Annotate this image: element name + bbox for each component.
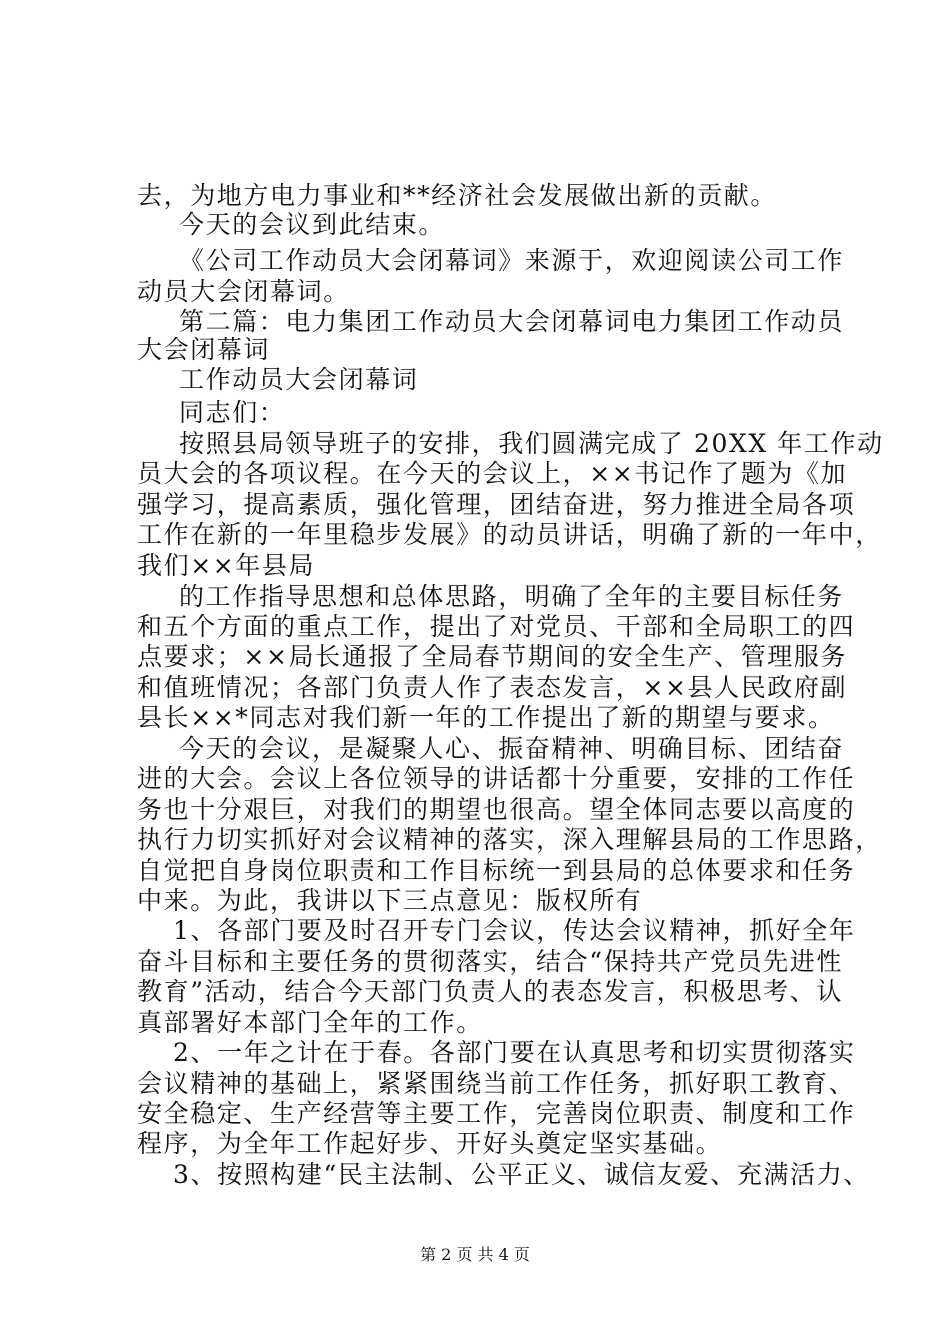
text-line: 真部署好本部门全年的工作。 xyxy=(137,1008,483,1037)
text-line: 3、按照构建“民主法制、公平正义、诚信友爱、充满活力、 xyxy=(173,1160,870,1189)
text-line: 教育”活动，结合今天部门负责人的表态发言，积极思考、认 xyxy=(137,977,843,1006)
text-line: 和五个方面的重点工作，提出了对党员、干部和全局职工的四 xyxy=(137,612,856,641)
text-line: 员大会的各项议程。在今天的会议上，××书记作了题为《加 xyxy=(137,459,848,488)
text-line: 强学习，提高素质，强化管理，团结奋进，努力推进全局各项 xyxy=(137,490,856,519)
text-line: 今天的会议到此结束。 xyxy=(179,210,446,239)
text-line: 和值班情况；各部门负责人作了表态发言，××县人民政府副 xyxy=(137,673,848,702)
text-line: 的工作指导思想和总体思路，明确了全年的主要目标任务 xyxy=(179,582,845,611)
text-line: 同志们： xyxy=(179,398,286,427)
text-line: 务也十分艰巨，对我们的期望也很高。望全体同志要以高度的 xyxy=(137,795,856,824)
text-line: 《公司工作动员大会闭幕词》来源于，欢迎阅读公司工作 xyxy=(179,246,845,275)
text-line: 县长××*同志对我们新一年的工作提出了新的期望与要求。 xyxy=(137,703,835,732)
text-line: 去，为地方电力事业和**经济社会发展做出新的贡献。 xyxy=(137,181,778,210)
text-line: 大会闭幕词 xyxy=(137,335,271,364)
text-line: 工作在新的一年里稳步发展》的动员讲话，明确了新的一年中， xyxy=(137,520,882,549)
text-line: 动员大会闭幕词。 xyxy=(137,277,350,306)
text-line: 自觉把自身岗位职责和工作目标统一到县局的总体要求和任务 xyxy=(137,856,856,885)
text-line: 执行力切实抓好对会议精神的落实，深入理解县局的工作思路， xyxy=(137,825,882,854)
text-line: 程序，为全年工作起好步、开好头奠定坚实基础。 xyxy=(137,1129,723,1158)
text-line: 中来。为此，我讲以下三点意见：版权所有 xyxy=(137,886,643,915)
text-line: 我们××年县局 xyxy=(137,551,316,580)
text-line: 第二篇：电力集团工作动员大会闭幕词电力集团工作动员 xyxy=(179,307,845,336)
text-line: 奋斗目标和主要任务的贯彻落实，结合“保持共产党员先进性 xyxy=(137,947,843,976)
text-line: 会议精神的基础上，紧紧围绕当前工作任务，抓好职工教育、 xyxy=(137,1069,856,1098)
text-line: 工作动员大会闭幕词 xyxy=(179,365,419,394)
text-line: 1、各部门要及时召开专门会议，传达会议精神，抓好全年 xyxy=(173,916,856,945)
text-line: 安全稳定、生产经营等主要工作，完善岗位职责、制度和工作 xyxy=(137,1099,856,1128)
text-line: 点要求；××局长通报了全局春节期间的安全生产、管理服务 xyxy=(137,642,848,671)
page-number: 第 2 页 共 4 页 xyxy=(420,1245,530,1264)
text-line: 按照县局领导班子的安排，我们圆满完成了 20XX 年工作动 xyxy=(179,429,884,458)
text-line: 2、一年之计在于春。各部门要在认真思考和切实贯彻落实 xyxy=(173,1038,856,1067)
text-line: 今天的会议，是凝聚人心、振奋精神、明确目标、团结奋 xyxy=(179,734,845,763)
text-line: 进的大会。会议上各位领导的讲话都十分重要，安排的工作任 xyxy=(137,764,856,793)
